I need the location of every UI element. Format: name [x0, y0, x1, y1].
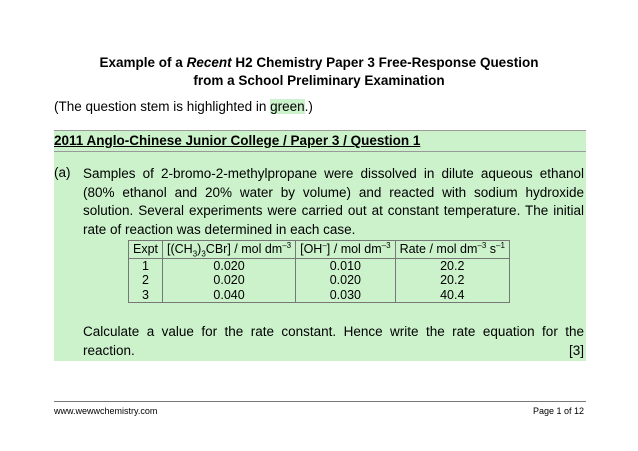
highlight-note: (The question stem is highlighted in green.): [54, 99, 313, 114]
cell-rbr: 0.020: [163, 273, 296, 288]
table-row: [129, 288, 510, 303]
part-label: (a): [54, 165, 71, 180]
cell-rate: 20.2: [395, 273, 509, 288]
cell-oh: 0.010: [296, 258, 395, 273]
instruction-text: Calculate a value for the rate constant. Hence write the rate equation for the reaction.: [83, 324, 584, 358]
table-header-row: [129, 241, 510, 259]
title-emphasis: Recent: [186, 55, 232, 70]
cell-oh: 0.030: [296, 288, 395, 303]
header-concentration-rbr: $[(CH_3)_3CBr]$ / mol $dm^{-3}$: [163, 241, 296, 259]
table-row: [129, 258, 510, 273]
cell-expt: 1: [129, 258, 163, 273]
footer-website: www.wewwchemistry.com: [54, 406, 158, 416]
footer-divider: [54, 401, 586, 402]
title-line-2: from a School Preliminary Examination: [193, 73, 445, 88]
cell-rate: 20.2: [395, 258, 509, 273]
page-title: [0, 54, 638, 90]
header-expt: Expt: [129, 241, 163, 259]
cell-expt: 3: [129, 288, 163, 303]
cell-oh: 0.020: [296, 273, 395, 288]
title-line-1: Example of a Recent H2 Chemistry Paper 3 Free-Response Question: [99, 55, 539, 70]
table-row: [129, 273, 510, 288]
question-heading: 2011 Anglo-Chinese Junior College / Paper 3 / Question 1: [54, 131, 586, 152]
green-highlight-word: green: [270, 99, 305, 114]
rate-data-table: [128, 240, 510, 303]
page-number: Page 1 of 12: [532, 406, 584, 416]
header-rate: Rate / mol $dm^{-3}$ $s^{-1}$: [395, 241, 509, 259]
cell-rbr: 0.040: [163, 288, 296, 303]
marks-label: [3]: [568, 342, 584, 358]
question-stem-text: Samples of 2-bromo-2-methylpropane were dissolved in dilute aqueous ethanol (80% ethanol and 20% water by volume) and reacted with sodium hydroxide solution. Several experiments were carried out at constant temperature. The initial rate of reaction was determined in each case.: [83, 166, 584, 237]
header-concentration-oh: [OH–] / mol $dm^{-3}$: [296, 241, 395, 259]
question-instruction: [83, 323, 584, 360]
cell-rbr: 0.020: [163, 258, 296, 273]
cell-rate: 40.4: [395, 288, 509, 303]
cell-expt: 2: [129, 273, 163, 288]
